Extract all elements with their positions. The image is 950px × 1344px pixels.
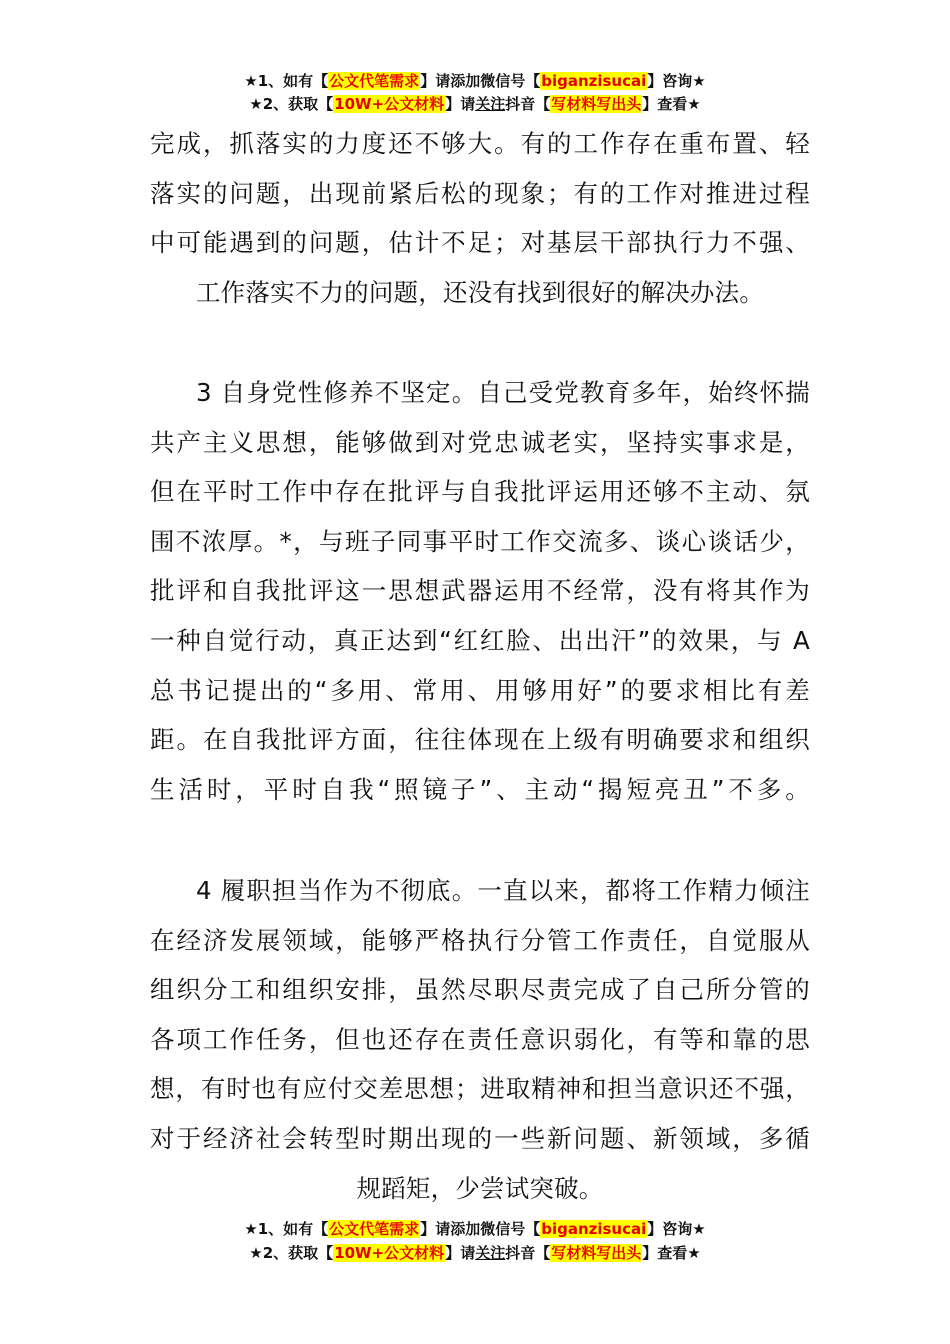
text-line: 但在平时工作中存在批评与自我批评运用还够不主动、氛 — [150, 477, 810, 507]
banner-text: 】请添加微信号【 — [420, 72, 541, 90]
banner-underlined: 关注 — [475, 1244, 506, 1262]
banner-text: ★2、获取【 — [249, 95, 334, 113]
text-line: 共产主义思想，能够做到对党忠诚老实，坚持实事求是， — [150, 427, 810, 457]
banner-text: 】查看★ — [642, 1244, 701, 1262]
text-line: 组织分工和组织安排，虽然尽职尽责完成了自己所分管的 — [150, 975, 810, 1005]
banner-text: 】查看★ — [642, 95, 701, 113]
text-line: 总书记提出的“多用、常用、用够用好”的要求相比有差 — [150, 675, 810, 705]
banner-text: 抖音【 — [505, 1244, 551, 1262]
banner-text: ★1、如有【 — [244, 1220, 329, 1238]
text-line: 生活时，平时自我“照镜子”、主动“揭短亮丑”不多。 — [150, 774, 810, 804]
paragraph-2 — [150, 368, 810, 814]
text-line: 一种自觉行动，真正达到“红红脸、出出汗”的效果，与 A — [150, 625, 810, 655]
text-line: 4 履职担当作为不彻底。一直以来，都将工作精力倾注 — [196, 876, 810, 905]
banner-highlight: biganzisucai — [541, 1220, 647, 1238]
text-line: 工作落实不力的问题，还没有找到很好的解决办法。 — [195, 277, 765, 307]
banner-text: 】请 — [445, 95, 476, 113]
banner-text: 】请 — [445, 1244, 476, 1262]
text-line: 围不浓厚。*，与班子同事平时工作交流多、谈心谈话少， — [150, 526, 810, 556]
banner-highlight: biganzisucai — [541, 72, 647, 90]
footer-banner-line-1 — [0, 1218, 950, 1240]
footer-banner-line-2 — [0, 1242, 950, 1264]
text-line: 规蹈矩，少尝试突破。 — [356, 1173, 604, 1203]
header-banner-line-2 — [0, 93, 950, 115]
banner-highlight: 公文代笔需求 — [329, 1220, 420, 1238]
banner-text: 】咨询★ — [647, 72, 706, 90]
banner-highlight: 写材料写出头 — [551, 95, 642, 113]
banner-text: ★2、获取【 — [249, 1244, 334, 1262]
banner-underlined: 关注 — [475, 95, 506, 113]
banner-highlight: 公文代笔需求 — [329, 72, 420, 90]
text-line: 完成，抓落实的力度还不够大。有的工作存在重布置、轻 — [150, 129, 810, 158]
text-line: 在经济发展领域，能够严格执行分管工作责任，自觉服从 — [150, 925, 810, 955]
text-line: 距。在自我批评方面，往往体现在上级有明确要求和组织 — [150, 725, 810, 755]
banner-highlight: 10W+公文材料 — [334, 1244, 445, 1262]
banner-text: 抖音【 — [505, 95, 551, 113]
text-line: 各项工作任务，但也还存在责任意识弱化，有等和靠的思 — [150, 1024, 810, 1054]
text-line: 中可能遇到的问题，估计不足；对基层干部执行力不强、 — [150, 228, 810, 258]
banner-highlight: 写材料写出头 — [551, 1244, 642, 1262]
text-line: 3 自身党性修养不坚定。自己受党教育多年，始终怀揣 — [196, 378, 810, 407]
text-line: 落实的问题，出现前紧后松的现象；有的工作对推进过程 — [150, 178, 810, 208]
text-line: 想，有时也有应付交差思想；进取精神和担当意识还不强， — [150, 1074, 810, 1104]
text-line: 批评和自我批评这一思想武器运用不经常，没有将其作为 — [150, 576, 810, 606]
text-line: 对于经济社会转型时期出现的一些新问题、新领域，多循 — [150, 1123, 810, 1153]
banner-highlight: 10W+公文材料 — [334, 95, 445, 113]
paragraph-1 — [150, 119, 810, 317]
paragraph-3 — [150, 866, 810, 1213]
banner-text: 】咨询★ — [647, 1220, 706, 1238]
banner-text: 】请添加微信号【 — [420, 1220, 541, 1238]
header-banner-line-1 — [0, 70, 950, 92]
banner-text: ★1、如有【 — [244, 72, 329, 90]
